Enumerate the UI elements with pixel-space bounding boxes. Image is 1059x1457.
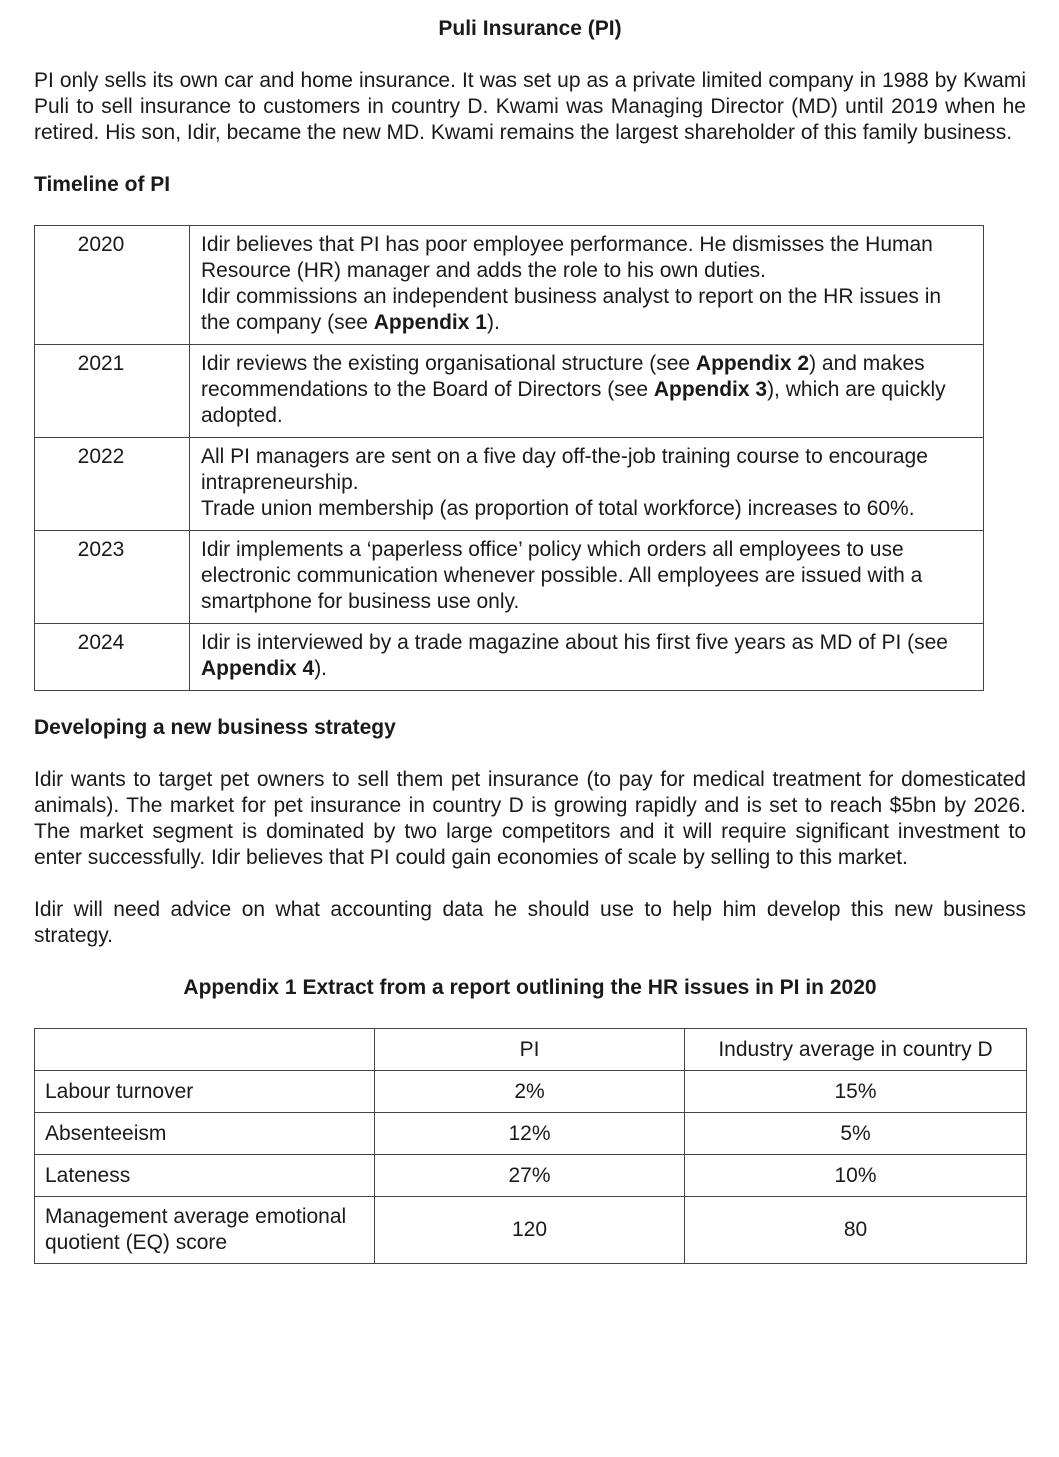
table-header-cell: PI xyxy=(375,1029,685,1071)
timeline-heading: Timeline of PI xyxy=(34,173,171,196)
timeline-row xyxy=(35,226,984,345)
document-page xyxy=(34,16,1026,1264)
appendix-reference: Appendix 2 xyxy=(695,352,810,375)
timeline-event: Idir implements a ‘paperless office’ policy which orders all employees to use electronic communication whenever possible. All employees are issued with a smartphone for business use only. xyxy=(190,531,984,624)
intro-paragraph: PI only sells its own car and home insurance. It was set up as a private limited company in 1988 by Kwami Puli to sell insurance to customers in country D. Kwami was Managing Director (MD) until 2019 when he retired. His son, Idir, became the new MD. Kwami remains the largest shareholder of this family business. xyxy=(34,69,1026,144)
timeline-event xyxy=(190,226,984,345)
row-label: Absenteeism xyxy=(35,1113,375,1155)
page-title: Puli Insurance (PI) xyxy=(438,17,622,40)
pi-value: 120 xyxy=(375,1197,685,1264)
timeline-row xyxy=(35,345,984,438)
timeline-year: 2023 xyxy=(35,531,190,624)
appendix-title: Appendix 1 Extract from a report outlining the HR issues in PI in 2020 xyxy=(183,976,877,999)
table-header-cell: Industry average in country D xyxy=(685,1029,1027,1071)
pi-value: 12% xyxy=(375,1113,685,1155)
industry-value: 10% xyxy=(685,1155,1027,1197)
table-header-cell xyxy=(35,1029,375,1071)
timeline-event-line xyxy=(201,284,973,336)
event-text: ). xyxy=(314,657,328,680)
table-row xyxy=(35,1113,1027,1155)
industry-value: 5% xyxy=(685,1113,1027,1155)
event-text: Idir commissions an independent business analyst to report on the HR issues in the company (see xyxy=(201,285,942,334)
timeline-row xyxy=(35,531,984,624)
table-row xyxy=(35,1155,1027,1197)
industry-value: 15% xyxy=(685,1071,1027,1113)
timeline-event-line: All PI managers are sent on a five day off-the-job training course to encourage intrapreneurship. xyxy=(201,445,928,494)
timeline-year: 2022 xyxy=(35,438,190,531)
event-text: Idir is interviewed by a trade magazine about his first five years as MD of PI (see xyxy=(201,631,948,654)
appendix-reference: Appendix 4 xyxy=(201,657,315,680)
timeline-event-line: Idir believes that PI has poor employee performance. He dismisses the Human Resource (HR) manager and adds the role to his own duties. xyxy=(201,233,933,282)
table-row xyxy=(35,1071,1027,1113)
timeline-event xyxy=(190,438,984,531)
strategy-paragraph: Idir wants to target pet owners to sell them pet insurance (to pay for medical treatment for domesticated animals). The market for pet insurance in country D is growing rapidly and is set to reach $5bn by 2026. The market segment is dominated by two large competitors and it will require significant investment to enter successfully. Idir believes that PI could gain economies of scale by selling to this market. xyxy=(34,768,1026,869)
timeline-year: 2024 xyxy=(35,624,190,691)
event-text: ) and makes recommendations to the Board of Directors (see xyxy=(201,352,925,401)
row-label: Management average emotional quotient (EQ) score xyxy=(35,1197,375,1264)
appendix-reference: Appendix 1 xyxy=(373,311,487,334)
appendix-reference: Appendix 3 xyxy=(653,378,768,401)
pi-value: 27% xyxy=(375,1155,685,1197)
event-text: ), which are quickly adopted. xyxy=(201,378,946,427)
strategy-paragraph: Idir will need advice on what accounting data he should use to help him develop this new business strategy. xyxy=(34,898,1026,947)
timeline-event xyxy=(190,345,984,438)
timeline-row xyxy=(35,624,984,691)
timeline-event xyxy=(190,624,984,691)
timeline-year: 2020 xyxy=(35,226,190,345)
table-row xyxy=(35,1197,1027,1264)
timeline-event-line: Trade union membership (as proportion of total workforce) increases to 60%. xyxy=(201,497,915,520)
strategy-heading: Developing a new business strategy xyxy=(34,716,396,739)
event-text: ). xyxy=(486,311,500,334)
timeline-year: 2021 xyxy=(35,345,190,438)
event-text: Idir reviews the existing organisational structure (see xyxy=(201,352,696,375)
hr-issues-table xyxy=(34,1028,1027,1264)
timeline-row xyxy=(35,438,984,531)
timeline-table xyxy=(34,225,984,691)
row-label: Labour turnover xyxy=(35,1071,375,1113)
table-header-row xyxy=(35,1029,1027,1071)
row-label: Lateness xyxy=(35,1155,375,1197)
industry-value: 80 xyxy=(685,1197,1027,1264)
pi-value: 2% xyxy=(375,1071,685,1113)
